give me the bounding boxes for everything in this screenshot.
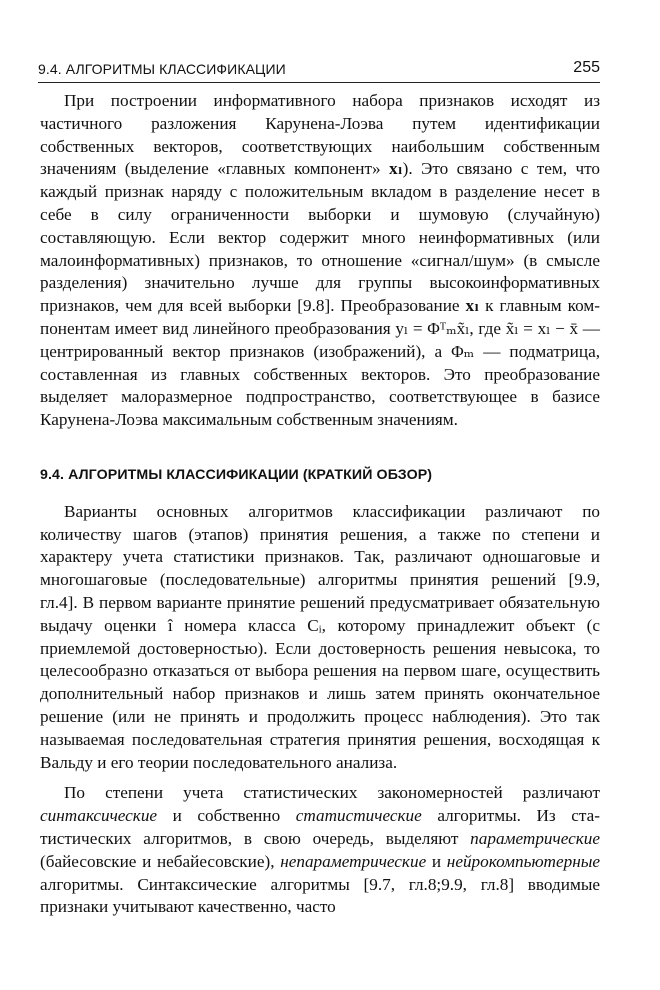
math-i-hat: î [167,615,173,635]
term-neurocomputer: нейрокомпьютерные [446,851,600,871]
math-phi-m: Φₘ [451,341,475,361]
term-parametric: параметрические [470,828,600,848]
math-xl: xₗ [465,296,480,316]
page-body [40,90,600,919]
running-header [38,56,600,83]
math-ci: Cᵢ [307,615,322,635]
term-statistical: статистические [295,806,422,826]
term-syntactic: синтаксические [40,806,158,826]
page-number: 255 [573,59,600,76]
math-centered-vector: x̃ₗ = xₗ − x̄ [505,318,579,338]
math-transform: yₗ = Φᵀₘx̃ₗ [395,318,470,338]
term-nonparametric: непараметрические [280,851,427,871]
running-title: 9.4. АЛГОРИТМЫ КЛАССИФИКАЦИИ [38,61,286,77]
paragraph-karhunen-loeve: При построении информативного набора признаков исходят из частичного разложения Карунена-Лоэва путем идентификации собственных векторов, соответствующих наибольшим собственным значениям (выделение «главных компонент» xₗ). Это связано с тем, что каждый признак наряду с положительным вкладом в разделение несет в себе в силу ограниченности выборки и шумовую (случайную) составляющую. Если вектор содержит много неинформативных (или малоинформативных) признаков, то отношение «сигнал/шум» (в смысле разделения) значительно лучше для группы высокоинформативных признаков, чем для всей выборки [9.8]. Преобразование xₗ к главным компонентам имеет вид линейного преобразования yₗ = Φᵀₘx̃ₗ, где x̃ₗ = xₗ − x̄ — центрированный вектор признаков (изображений), а Φₘ — подматрица, составленная из главных собственных векторов. Это преобразование выделяет малоразмерное подпространство, соответствующее в базисе Карунена-Лоэва максимальным собственным значениям. [40,91,601,430]
paragraph-algorithm-variants: Варианты основных алгоритмов классификации различают по количеству шагов (этапов) принятия решения, а также по степени и характеру учета статистики признаков. Так, различают одношаговые и многошаговые (последовательные) алгоритмы принятия решений [9.9, гл.4]. В первом варианте принятие решений предусматривает обязательную выдачу оценки î номера класса Cᵢ, которому принадлежит объект (с приемлемой достоверностью). Если достоверность решения невысока, то целесообразно отказаться от выбора решения на первом шаге, осуществить дополнительный набор признаков и лишь затем принять окончательное решение (или не принять и продолжить процесс наблюдения). Это так называемая последовательная стратегия принятия решения, восходящая к Вальду и его теории последовательного анализа. [40,501,600,772]
section-heading: 9.4. АЛГОРИТМЫ КЛАССИФИКАЦИИ (КРАТКИЙ ОБЗОР) [40,466,433,483]
paragraph-statistical-regularities: По степени учета статистических закономерностей различают синтаксические и собственно статистические алгоритмы. Из статистических алгоритмов, в свою очередь, выделяют параметрические (байесовские и небайесовские), непараметрические и нейрокомпьютерные алгоритмы. Синтаксические алгоритмы [9.7, гл.8;9.9, гл.8] вводимые признаки учитывают качественно, часто [40,783,600,917]
math-xl: xₗ [388,159,403,179]
